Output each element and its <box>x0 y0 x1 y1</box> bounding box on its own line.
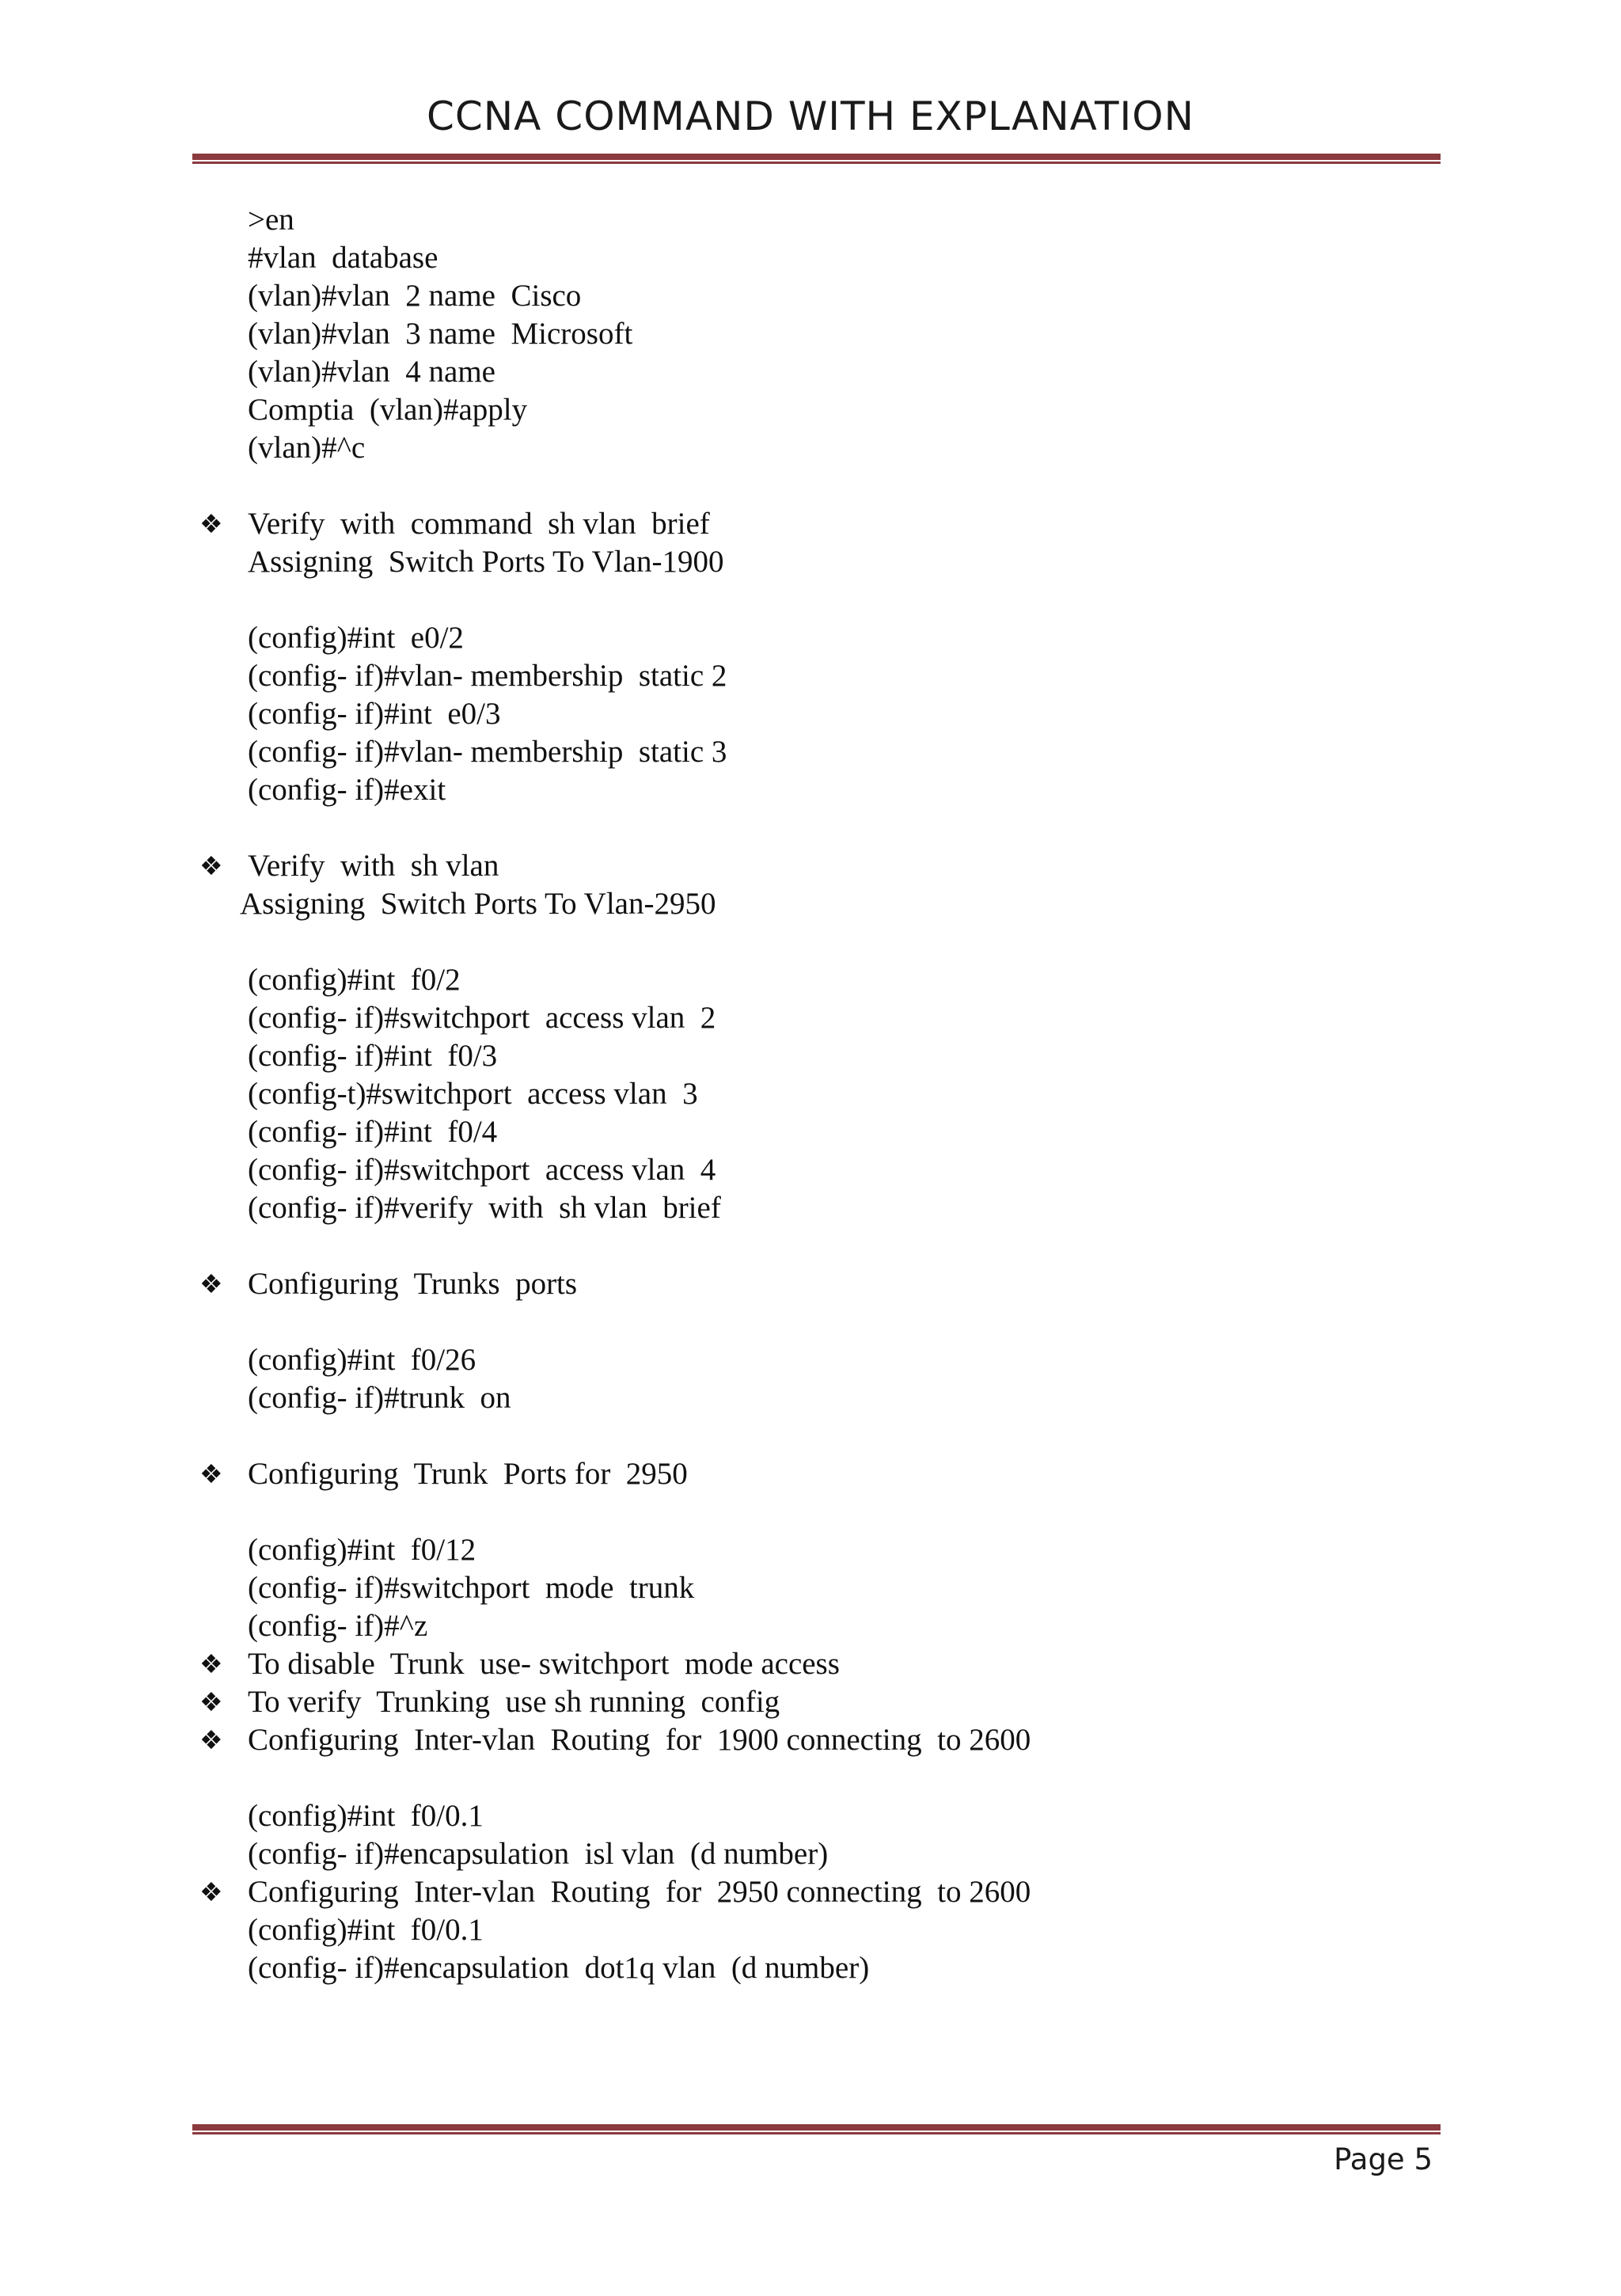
command-line: (config- if)#encapsulation isl vlan (d number) <box>248 1837 829 1871</box>
spacer <box>0 467 1621 505</box>
diamond-bullet-icon: ❖ <box>199 1724 223 1755</box>
diamond-bullet-icon: ❖ <box>199 1686 223 1717</box>
command-line: (config- if)#switchport access vlan 4 <box>248 1153 716 1187</box>
command-line: #vlan database <box>248 241 438 275</box>
command-line: (config)#int f0/0.1 <box>248 1799 484 1833</box>
footer-rule-thin <box>192 2132 1441 2134</box>
spacer <box>0 923 1621 961</box>
footer-rule-thick <box>192 2124 1441 2131</box>
page-header-title: CCNA COMMAND WITH EXPLANATION <box>426 93 1195 139</box>
spacer <box>0 581 1621 619</box>
command-line: >en <box>248 203 294 237</box>
command-line: (config- if)#vlan- membership static 2 <box>248 659 727 693</box>
diamond-bullet-icon: ❖ <box>199 1648 223 1679</box>
bullet-item: ❖ Verify with sh vlan <box>0 847 1621 885</box>
diamond-bullet-icon: ❖ <box>199 1268 223 1299</box>
bullet-item: ❖ Configuring Trunks ports <box>0 1265 1621 1303</box>
command-line: (config- if)#int f0/3 <box>248 1039 498 1073</box>
section-heading: Assigning Switch Ports To Vlan-2950 <box>240 887 716 921</box>
spacer <box>0 1417 1621 1455</box>
spacer <box>0 1759 1621 1797</box>
diamond-bullet-icon: ❖ <box>199 850 223 881</box>
command-line: (config- if)#exit <box>248 773 446 807</box>
document-body <box>0 201 1621 1987</box>
command-line: (vlan)#vlan 3 name Microsoft <box>248 317 633 351</box>
spacer <box>0 1493 1621 1531</box>
bullet-item: ❖ Verify with command sh vlan brief <box>0 505 1621 543</box>
command-line: (config- if)#int f0/4 <box>248 1115 498 1149</box>
command-line: (vlan)#vlan 4 name <box>248 355 495 389</box>
spacer <box>0 1227 1621 1265</box>
command-line: (config)#int f0/12 <box>248 1533 476 1567</box>
spacer <box>0 1303 1621 1341</box>
command-line: (config)#int f0/0.1 <box>248 1913 484 1947</box>
command-line: (config- if)#vlan- membership static 3 <box>248 735 727 769</box>
command-line: (config)#int f0/26 <box>248 1343 476 1377</box>
bullet-item: ❖ Configuring Inter-vlan Routing for 2950 connecting to 2600 <box>0 1873 1621 1911</box>
command-line: (config- if)#switchport mode trunk <box>248 1571 695 1605</box>
command-line: (config)#int f0/2 <box>248 963 461 997</box>
page-number: Page 5 <box>1334 2142 1433 2176</box>
bullet-item: ❖ Configuring Inter-vlan Routing for 1900 connecting to 2600 <box>0 1721 1621 1759</box>
header-rule-thick <box>192 154 1441 160</box>
bullet-item: ❖ Configuring Trunk Ports for 2950 <box>0 1455 1621 1493</box>
command-line: (config- if)#^z <box>248 1609 428 1643</box>
diamond-bullet-icon: ❖ <box>199 508 223 539</box>
command-line: Comptia (vlan)#apply <box>248 393 528 427</box>
diamond-bullet-icon: ❖ <box>199 1458 223 1489</box>
command-line: (config)#int e0/2 <box>248 621 464 655</box>
command-line: (config- if)#trunk on <box>248 1381 511 1415</box>
header-rule-thin <box>192 162 1441 164</box>
command-line: (vlan)#vlan 2 name Cisco <box>248 279 582 313</box>
command-line: (config- if)#verify with sh vlan brief <box>248 1191 721 1225</box>
command-line: (config- if)#int e0/3 <box>248 697 501 731</box>
command-line: (config-t)#switchport access vlan 3 <box>248 1077 698 1111</box>
spacer <box>0 809 1621 847</box>
bullet-item: ❖ To disable Trunk use- switchport mode access <box>0 1645 1621 1683</box>
diamond-bullet-icon: ❖ <box>199 1876 223 1907</box>
command-line: (config- if)#switchport access vlan 2 <box>248 1001 716 1035</box>
bullet-item: ❖ To verify Trunking use sh running config <box>0 1683 1621 1721</box>
section-heading: Assigning Switch Ports To Vlan-1900 <box>248 545 724 579</box>
command-line: (vlan)#^c <box>248 431 366 465</box>
command-line: (config- if)#encapsulation dot1q vlan (d number) <box>248 1951 870 1985</box>
